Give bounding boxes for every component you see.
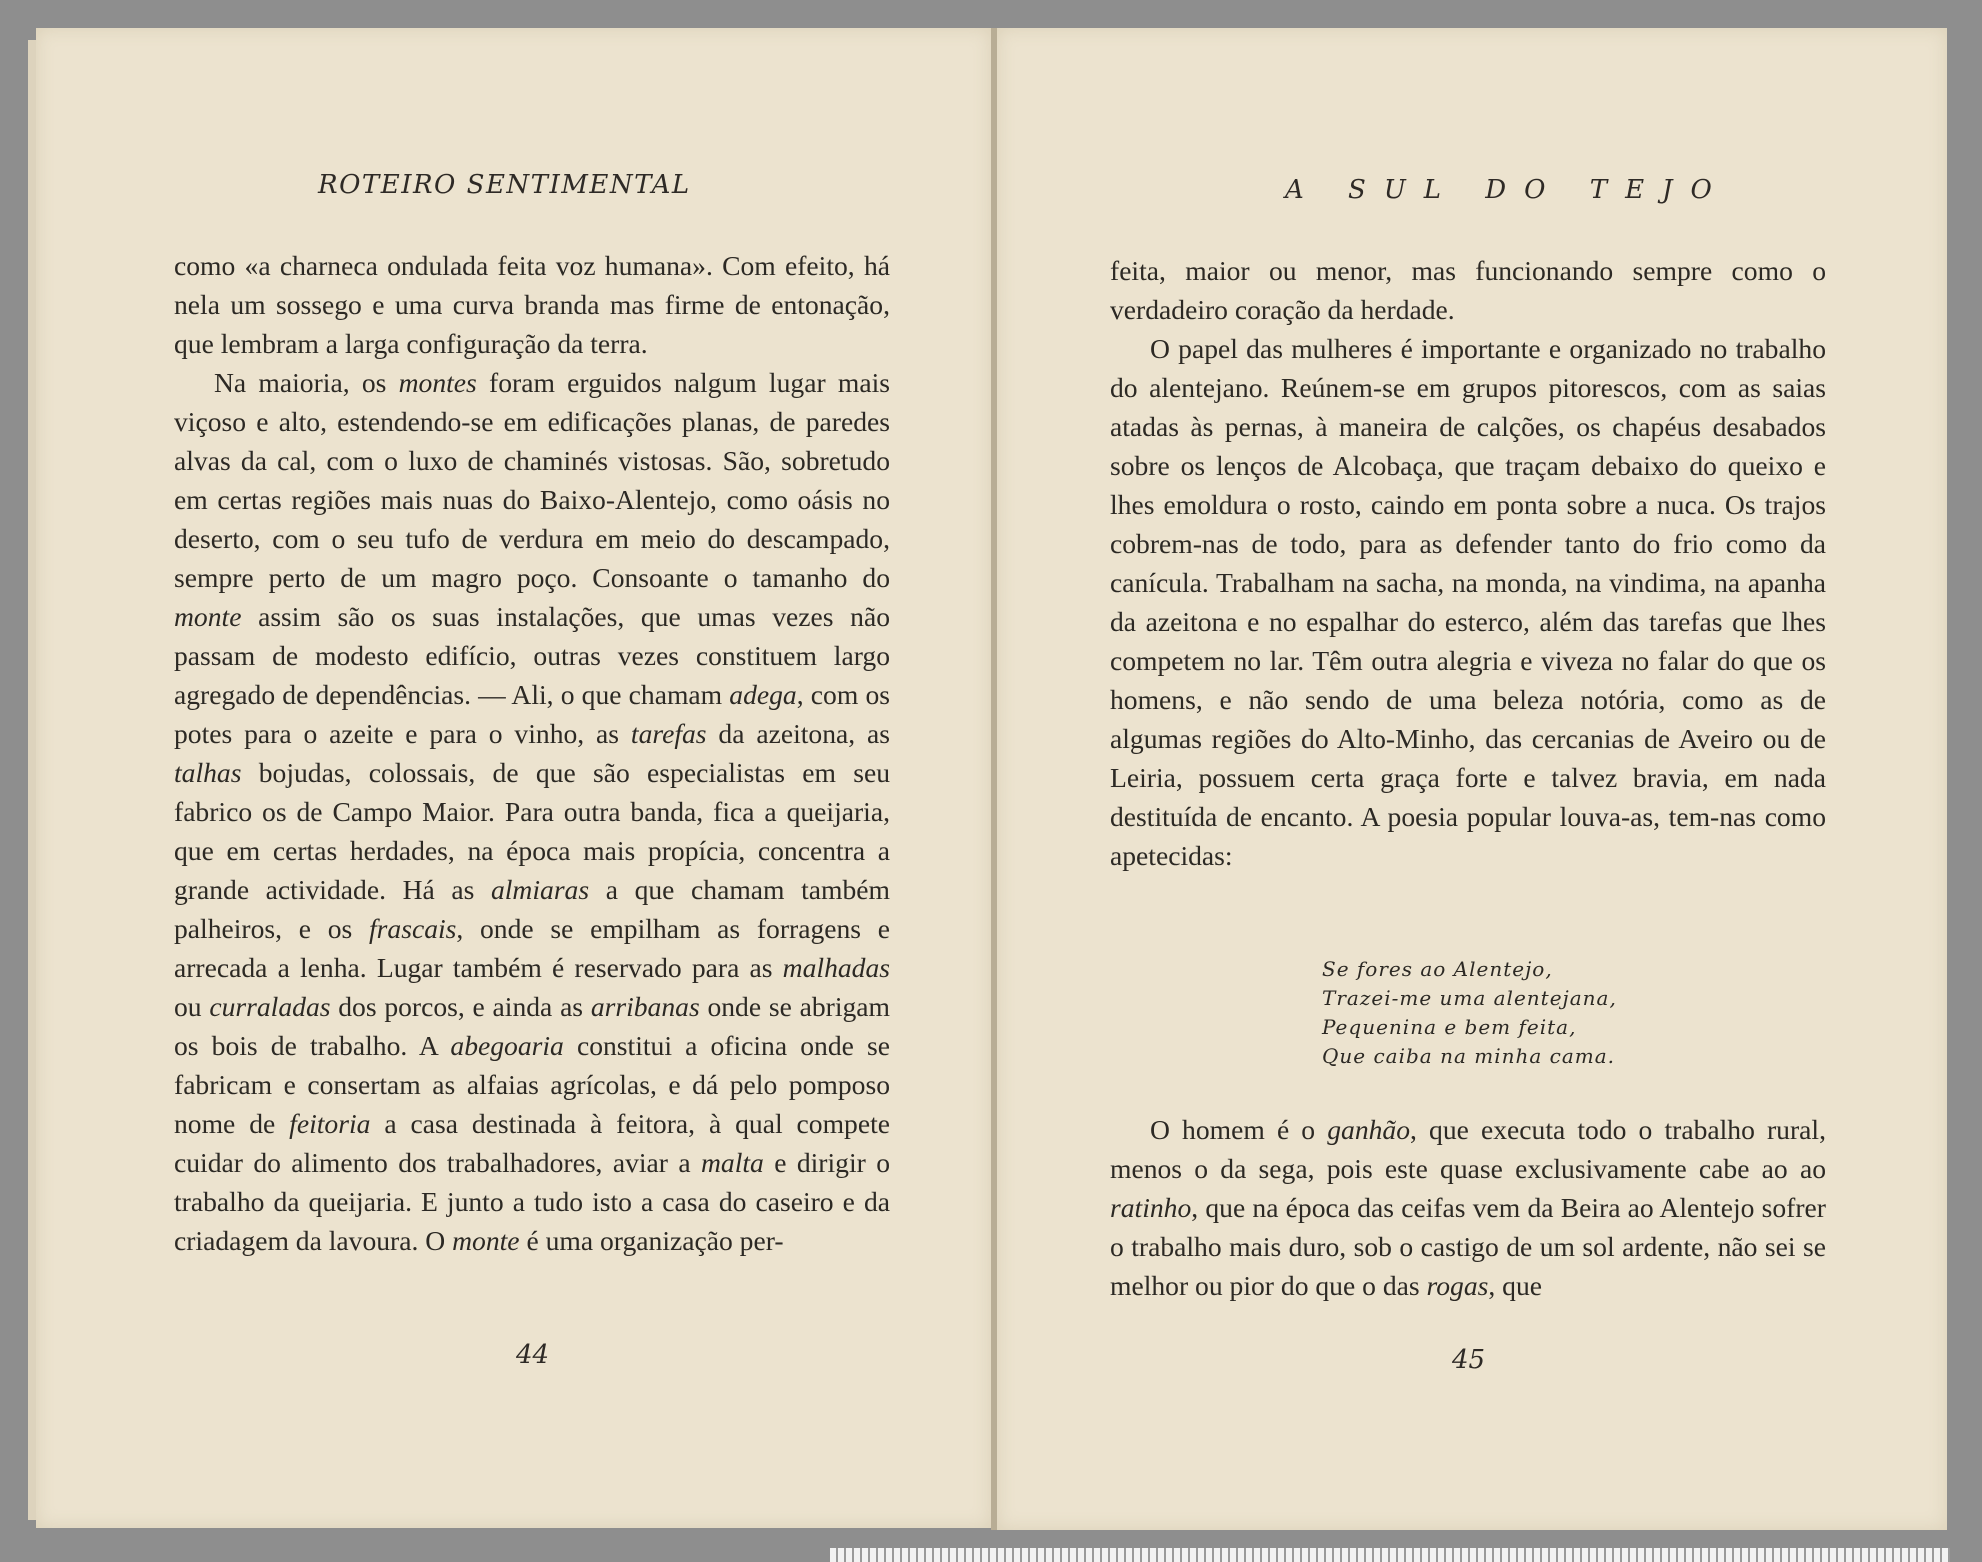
text-run: onde se abrigam os bois de trabalho. A xyxy=(174,991,890,1061)
italic-term: almiaras xyxy=(490,874,590,905)
paragraph xyxy=(1110,251,1826,329)
italic-term: adega xyxy=(729,679,797,710)
text-run: , com os potes para o azeite e para o vinho, as xyxy=(174,679,890,749)
italic-term: arribanas xyxy=(590,991,700,1022)
text-run: bojudas, colossais, de que são especialistas em seu fabrico os de Campo Maior. Para outra banda, fica a queijaria, que em certas herdades, na época mais propícia, concentra a grande actividade. Há as xyxy=(174,757,890,905)
paragraph xyxy=(1110,1110,1826,1305)
italic-term: montes xyxy=(398,367,477,398)
text-run: é uma organização per- xyxy=(519,1225,784,1256)
text-run: assim são os suas instalações, que umas vezes não passam de modesto edifício, outras vezes constituem largo agregado de dependências. — Ali, o que chamam xyxy=(174,601,890,710)
left-body-text xyxy=(174,246,890,1260)
poem-line: Pequenina e bem feita, xyxy=(1322,1015,1577,1039)
poem-line: Se fores ao Alentejo, xyxy=(1322,957,1553,981)
text-run: constitui a oficina onde se fabricam e consertam as alfaias agrícolas, e dá pelo pomposo nome de xyxy=(174,1030,890,1139)
italic-term: curraladas xyxy=(209,991,331,1022)
italic-term: feitoria xyxy=(289,1108,371,1139)
text-run: O papel das mulheres é importante e organizado no trabalho do alentejano. Reúnem-se em grupos pitorescos, com as saias atadas às pernas, à maneira de calções, os chapéus desabados sobre os lenços de Alcobaça, que traçam debaixo do queixo e lhes emoldura o rosto, caindo em ponta sobre a nuca. Os trajos cobrem-nas de todo, para as defender tanto do frio como da canícula. Trabalham na sacha, na monda, na vindima, na apanha da azeitona e no espalhar do esterco, além das tarefas que lhes competem no lar. Têm outra alegria e viveza no falar do que os homens, e não sendo de uma beleza notória, como as de algumas regiões do Alto-Minho, das cercanias de Aveiro ou de Leiria, possuem certa graça forte e talvez bravia, em nada destituída de encanto. A poesia popular louva-as, tem-nas como apetecidas: xyxy=(1110,333,1826,871)
italic-term: tarefas xyxy=(630,718,707,749)
italic-term: frascais xyxy=(369,913,457,944)
italic-term: monte xyxy=(174,601,242,632)
poem-line: Trazei-me uma alentejana, xyxy=(1322,986,1617,1010)
text-run: dos porcos, e ainda as xyxy=(330,991,591,1022)
scale-ruler xyxy=(830,1548,1950,1562)
text-run: feita, maior ou menor, mas funcionando sempre como o verdadeiro coração da herdade. xyxy=(1110,255,1826,325)
text-run: , que xyxy=(1488,1270,1542,1301)
text-run: e dirigir o trabalho da queijaria. E junto a tudo isto a casa do caseiro e da criadagem da lavoura. O xyxy=(174,1147,890,1256)
right-body-text-continued xyxy=(1110,1110,1826,1305)
paragraph xyxy=(174,363,890,1260)
right-running-head: A SUL DO TEJO xyxy=(1285,175,1730,205)
italic-term: ratinho xyxy=(1110,1192,1192,1223)
italic-term: malhadas xyxy=(782,952,890,983)
text-run: ou xyxy=(174,991,210,1022)
page-number-right: 45 xyxy=(1452,1345,1486,1375)
text-run: a casa destinada à feitora, à qual compete cuidar do alimento dos trabalhadores, aviar a xyxy=(174,1108,890,1178)
right-body-text xyxy=(1110,251,1826,875)
text-run: , onde se empilham as forragens e arrecada a lenha. Lugar também é reservado para as xyxy=(174,913,891,983)
text-run: Na maioria, os xyxy=(214,367,399,398)
italic-term: talhas xyxy=(174,757,242,788)
text-run: O homem é o xyxy=(1150,1114,1328,1145)
poem-line: Que caiba na minha cama. xyxy=(1322,1044,1616,1068)
italic-term: abegoaria xyxy=(450,1030,564,1061)
text-run: como «a charneca ondulada feita voz humana». Com efeito, há nela um sossego e uma curva branda mas firme de entonação, que lembram a larga configuração da terra. xyxy=(174,250,890,359)
italic-term: monte xyxy=(452,1225,520,1256)
italic-term: malta xyxy=(700,1147,764,1178)
paragraph xyxy=(174,246,890,363)
text-run: a que chamam também palheiros, e os xyxy=(174,874,890,944)
text-run: foram erguidos nalgum lugar mais viçoso e alto, estendendo-se em edificações planas, de paredes alvas da cal, com o luxo de chaminés vistosas. São, sobretudo em certas regiões mais nuas do Baixo-Alentejo, como oásis no deserto, com o seu tufo de verdura em meio do descampado, sempre perto de um magro poço. Consoante o tamanho do xyxy=(174,367,890,593)
text-run: , que executa todo o trabalho rural, menos o da sega, pois este quase exclusivamente cabe ao ao xyxy=(1110,1114,1826,1184)
page-number-left: 44 xyxy=(516,1340,550,1370)
italic-term: ganhão xyxy=(1327,1114,1411,1145)
paragraph xyxy=(1110,329,1826,875)
quatrain xyxy=(1322,955,1617,1071)
text-run: , que na época das ceifas vem da Beira ao Alentejo sofrer o trabalho mais duro, sob o castigo de um sol ardente, não sei se melhor ou pior do que o das xyxy=(1110,1192,1826,1301)
text-run: da azeitona, as xyxy=(706,718,890,749)
italic-term: rogas xyxy=(1426,1270,1489,1301)
left-running-head: ROTEIRO SENTIMENTAL xyxy=(318,170,691,200)
